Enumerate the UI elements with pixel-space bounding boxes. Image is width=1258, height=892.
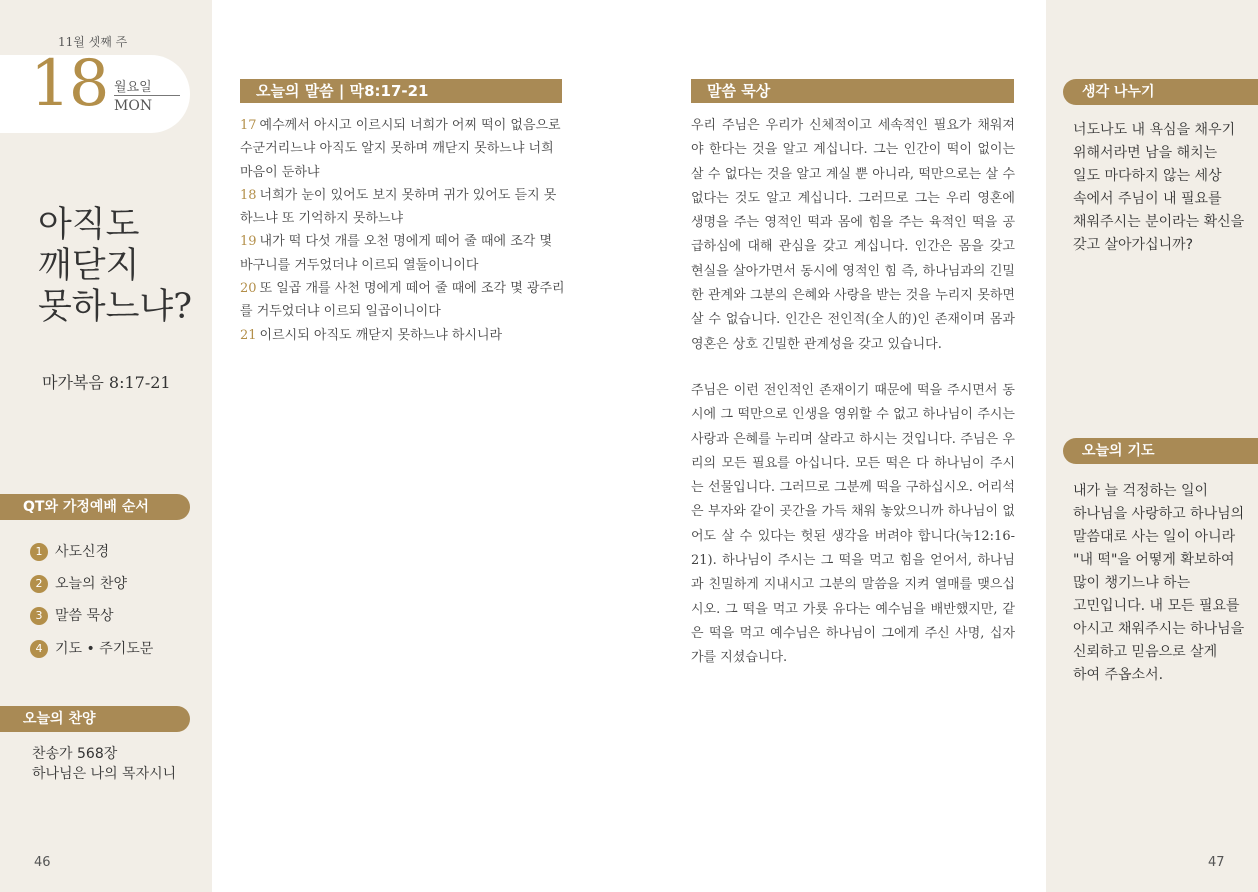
- scripture-reference: 마가복음 8:17-21: [42, 373, 171, 392]
- order-heading-label: QT와 가정예배 순서: [23, 499, 149, 515]
- order-item: [30, 607, 114, 625]
- verse-text: 예수께서 아시고 이르시되 너희가 어찌 떡이 없음으로 수군거리느냐 아직도 알지 못하며 깨닫지 못하느냐 너희 마음이 둔하냐: [240, 118, 561, 180]
- verse-text: 너희가 눈이 있어도 보지 못하며 귀가 있어도 듣지 못하느냐 또 기억하지 못하느냐: [240, 187, 557, 227]
- hymn-line: 찬송가 568장: [32, 746, 118, 762]
- verse-number: 21: [240, 327, 257, 343]
- order-heading: [0, 494, 190, 520]
- date-number: 18: [30, 47, 108, 121]
- share-line: 위해서라면 남을 해치는: [1073, 145, 1218, 161]
- meditation-heading: 말씀 묵상: [691, 79, 1014, 103]
- prayer-text: [1073, 480, 1248, 687]
- share-line: 너도나도 내 욕심을 채우기: [1073, 122, 1236, 138]
- prayer-line: 하나님을 사랑하고 하나님의: [1073, 506, 1245, 522]
- share-heading: 생각 나누기: [1063, 79, 1258, 105]
- meditation-text: [691, 114, 1015, 693]
- scripture-text: [240, 114, 565, 347]
- date-divider: [114, 95, 180, 96]
- verse-number: 19: [240, 234, 257, 250]
- order-item-label: 말씀 묵상: [55, 608, 114, 624]
- weekday-en-label: MON: [114, 98, 153, 114]
- prayer-line: "내 떡"을 어떻게 확보하여: [1073, 552, 1235, 568]
- prayer-line: 많이 챙기느냐 하는: [1073, 575, 1191, 591]
- order-item: [30, 543, 109, 561]
- verse-number: 20: [240, 281, 257, 297]
- scripture-heading: 오늘의 말씀 | 막8:17-21: [240, 79, 562, 103]
- prayer-line: 내가 늘 걱정하는 일이: [1073, 483, 1209, 499]
- order-number-badge: 1: [30, 543, 48, 561]
- weekday-label: 월요일: [114, 80, 152, 95]
- verse-number: 18: [240, 187, 257, 203]
- meditation-paragraph: 우리 주님은 우리가 신체적이고 세속적인 필요가 채워져야 한다는 것을 알고 계십니다. 그는 인간이 떡이 없이는 살 수 없다는 것을 알고 계실 뿐 아니라, 떡만으로는 살 수 없다는 것도 알고 계십니다. 그러므로 그는 우리 영혼에 생명을 주는 영적인 떡과 몸에 힘을 주는 육적인 떡을 공급하심에 대해 관심을 갖고 계십니다. 인간은 몸을 갖고 현실을 살아가면서 동시에 영적인 힘 즉, 하나님과의 긴밀한 관계와 그분의 은혜와 사랑을 받는 것을 누리지 못하면 살 수 없습니다. 인간은 전인적(全人的)인 존재이며 몸과 영혼은 상호 긴밀한 관계성을 갖고 있습니다.: [691, 118, 1015, 352]
- share-line: 채워주시는 분이라는 확신을: [1073, 214, 1245, 230]
- title-line: 아직도: [38, 205, 140, 245]
- prayer-heading: 오늘의 기도: [1063, 438, 1258, 464]
- page-number-right: 47: [1208, 855, 1225, 870]
- prayer-line: 고민입니다. 내 모든 필요를: [1073, 598, 1240, 614]
- share-line: 속에서 주님이 내 필요를: [1073, 191, 1222, 207]
- share-line: 일도 마다하지 않는 세상: [1073, 168, 1222, 184]
- week-label: 11월 셋째 주: [58, 35, 128, 49]
- share-line: 갖고 살아가십니까?: [1073, 237, 1194, 253]
- order-item: [30, 640, 153, 658]
- meditation-paragraph: 주님은 이런 전인적인 존재이기 때문에 떡을 주시면서 동시에 그 떡만으로 인생을 영위할 수 없고 하나님이 주시는 사랑과 은혜를 누리며 살라고 하시는 것입니다. 주님은 우리의 모든 필요를 아십니다. 모든 떡은 다 하나님이 주시는 선물입니다. 그러므로 그분께 떡을 구하십시오. 어리석은 부자와 같이 곳간을 가득 채워 놓았으니까 하나님이 없어도 살 수 있다는 헛된 생각을 버려야 합니다(눅12:16-21). 하나님이 주시는 그 떡을 먹고 힘을 얻어서, 하나님과 친밀하게 지내시고 그분의 말씀을 지켜 열매를 맺으십시오. 그 떡을 먹고 가룟 유다는 예수님을 배반했지만, 같은 떡을 먹고 예수님은 하나님이 그에게 주신 사명, 십자가를 지셨습니다.: [691, 382, 1015, 666]
- order-number-badge: 4: [30, 640, 48, 658]
- prayer-line: 신뢰하고 믿음으로 살게: [1073, 644, 1218, 660]
- verse-number: 17: [240, 118, 257, 133]
- order-number-badge: 3: [30, 607, 48, 625]
- verse-text: 또 일곱 개를 사천 명에게 떼어 줄 때에 조각 몇 광주리를 거두었더냐 이르되 일곱이니이다: [240, 281, 565, 320]
- hymn-line: 하나님은 나의 목자시니: [32, 766, 177, 782]
- order-item-label: 오늘의 찬양: [55, 576, 128, 592]
- hymn-heading: [0, 706, 190, 732]
- hymn-heading-label: 오늘의 찬양: [23, 711, 96, 727]
- share-text: [1073, 119, 1248, 257]
- order-item-label: 기도 • 주기도문: [55, 641, 154, 657]
- title-line: 깨닫지: [38, 246, 140, 286]
- page-number-left: 46: [34, 855, 51, 870]
- hymn-text: [32, 744, 176, 784]
- order-number-badge: 2: [30, 575, 48, 593]
- title-line: 못하느냐?: [38, 287, 193, 327]
- prayer-line: 아시고 채워주시는 하나님을: [1073, 621, 1245, 637]
- order-item-label: 사도신경: [55, 544, 110, 560]
- verse-text: 이르시되 아직도 깨닫지 못하느냐 하시니라: [259, 327, 503, 343]
- order-item: [30, 575, 127, 593]
- prayer-line: 말씀대로 사는 일이 아니라: [1073, 529, 1236, 545]
- prayer-line: 하여 주옵소서.: [1073, 667, 1164, 683]
- verse-text: 내가 떡 다섯 개를 오천 명에게 떼어 줄 때에 조각 몇 바구니를 거두었더냐 이르되 열둘이니이다: [240, 234, 553, 273]
- page-title: [38, 205, 208, 328]
